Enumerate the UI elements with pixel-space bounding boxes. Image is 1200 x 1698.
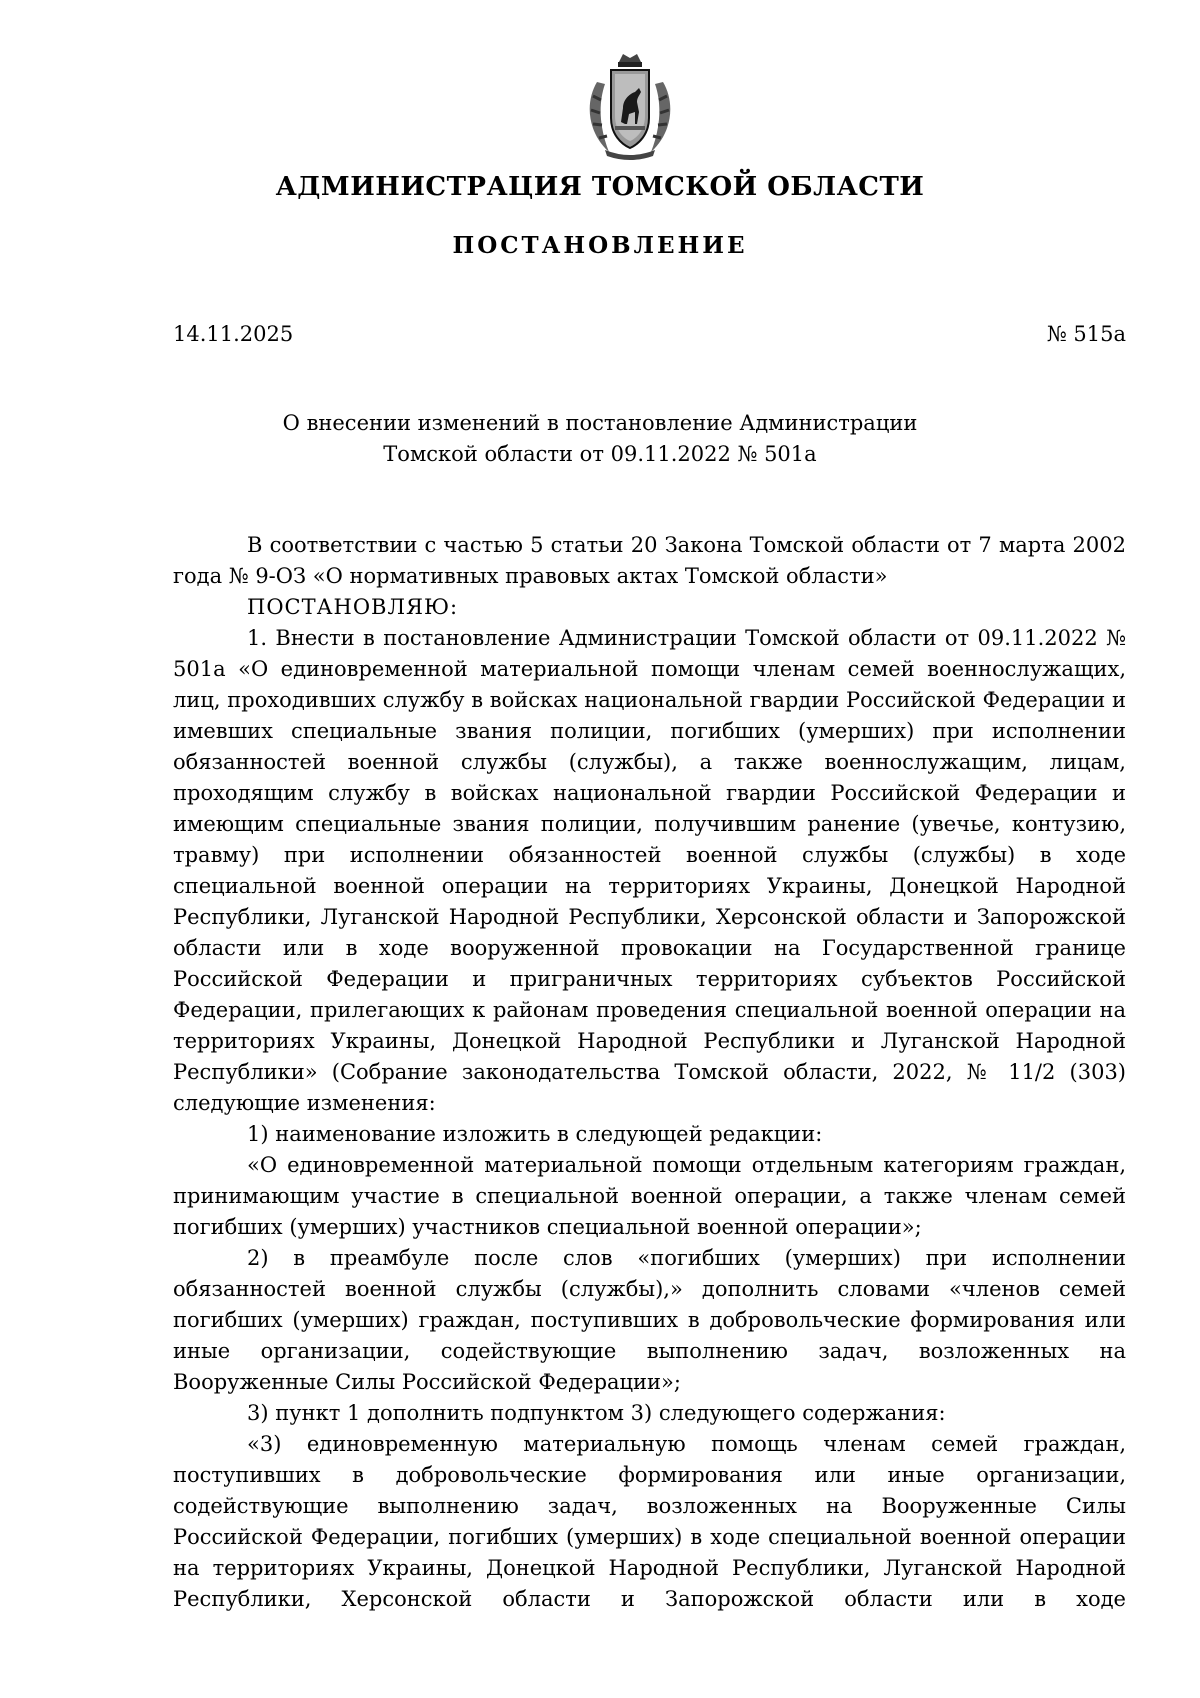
document-date: 14.11.2025 xyxy=(173,322,294,346)
subitem-1-text-paragraph: «О единовременной материальной помощи отдельным категориям граждан, принимающим участие в специальной военной операции, а также членам семей погибших (умерших) участников специальной военной операции»; xyxy=(173,1153,1126,1239)
subitem-2-paragraph: 2) в преамбуле после слов «погибших (умерших) при исполнении обязанностей военной службы (службы),» дополнить словами «членов семей погибших (умерших) граждан, поступивших в добровольческие формирования или иные организации, содействующие выполнению задач, возложенных на Вооруженные Силы Российской Федерации»; xyxy=(173,1246,1126,1394)
subitem-3-paragraph: 3) пункт 1 дополнить подпунктом 3) следующего содержания: xyxy=(247,1401,946,1425)
subitem-1-paragraph: 1) наименование изложить в следующей редакции: xyxy=(247,1122,823,1146)
document-type: ПОСТАНОВЛЕНИЕ xyxy=(452,232,748,259)
organization-title: АДМИНИСТРАЦИЯ ТОМСКОЙ ОБЛАСТИ xyxy=(275,172,925,202)
subject-line-1: О внесении изменений в постановление Администрации xyxy=(282,411,918,435)
document-subject xyxy=(0,408,1200,470)
subject-line-2: Томской области от 09.11.2022 № 501а xyxy=(383,442,817,466)
document-body xyxy=(173,530,1126,1615)
subitem-3-text-paragraph: «3) единовременную материальную помощь членам семей граждан, поступивших в добровольческие формирования или иные организации, содействующие выполнению задач, возложенных на Вооруженные Силы Российской Федерации, погибших (умерших) в ходе специальной военной операции на территориях Украины, Донецкой Народной Республики, Луганской Народной Республики, Херсонской области и Запорожской области или в ходе xyxy=(173,1432,1126,1611)
preamble-paragraph: В соответствии с частью 5 статьи 20 Закона Томской области от 7 марта 2002 года № 9-ОЗ «О нормативных правовых актах Томской области» xyxy=(173,533,1126,588)
resolve-heading: ПОСТАНОВЛЯЮ: xyxy=(247,595,459,619)
document-number: № 515а xyxy=(1046,322,1126,346)
item-1-paragraph: 1. Внести в постановление Администрации Томской области от 09.11.2022 № 501а «О единовременной материальной помощи членам семей военнослужащих, лиц, проходивших службу в войсках национальной гвардии Российской Федерации и имевших специальные звания полиции, погибших (умерших) при исполнении обязанностей военной службы (службы), а также военнослужащим, лицам, проходящим службу в войсках национальной гвардии Российской Федерации и имеющим специальные звания полиции, получившим ранение (увечье, контузию, травму) при исполнении обязанностей военной службы (службы) в ходе специальной военной операции на территориях Украины, Донецкой Народной Республики, Луганской Народной Республики, Херсонской области и Запорожской области или в ходе вооруженной провокации на Государственной границе Российской Федерации и приграничных территориях субъектов Российской Федерации, прилегающих к районам проведения специальной военной операции на территориях Украины, Донецкой Народной Республики и Луганской Народной Республики» (Собрание законодательства Томской области, 2022, № 11/2 (303) следующие изменения: xyxy=(173,626,1126,1115)
tomsk-coat-of-arms-icon xyxy=(575,52,685,162)
